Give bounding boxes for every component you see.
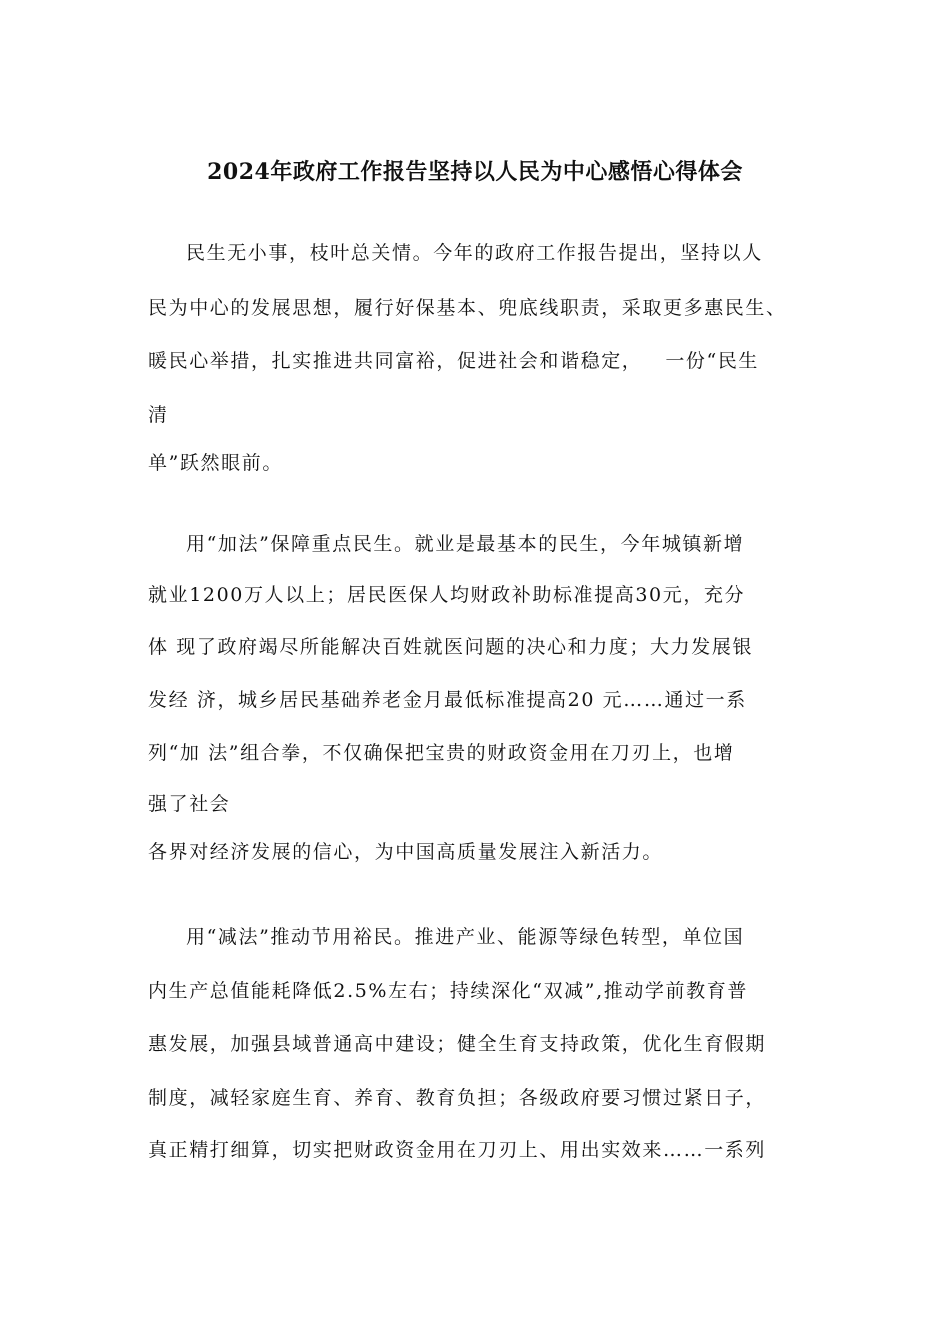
paragraph-1-line-2: 民为中心的发展思想，履行好保基本、兜底线职责，采取更多惠民生、 bbox=[148, 297, 787, 319]
paragraph-3-line-4: 制度，减轻家庭生育、养育、教育负担；各级政府要习惯过紧日子， bbox=[148, 1087, 767, 1109]
paragraph-1-line-1: 民生无小事，枝叶总关情。今年的政府工作报告提出，坚持以人 bbox=[186, 242, 763, 264]
paragraph-2-line-1: 用“加法”保障重点民生。就业是最基本的民生，今年城镇新增 bbox=[186, 533, 745, 555]
paragraph-2-line-6: 强了社会 bbox=[148, 793, 231, 815]
paragraph-1-line-3: 暖民心举措，扎实推进共同富裕，促进社会和谐稳定， 一份“民生 bbox=[148, 350, 760, 372]
paragraph-2-line-5: 列“加 法”组合拳，不仅确保把宝贵的财政资金用在刀刃上，也增 bbox=[148, 742, 735, 764]
paragraph-3-line-5: 真正精打细算，切实把财政资金用在刀刃上、用出实效来……一系列 bbox=[148, 1139, 767, 1161]
paragraph-3-line-1: 用“减法”推动节用裕民。推进产业、能源等绿色转型，单位国 bbox=[186, 926, 745, 948]
paragraph-2-line-3: 体 现了政府竭尽所能解决百姓就医问题的决心和力度；大力发展银 bbox=[148, 636, 754, 658]
document-title: 2024年政府工作报告坚持以人民为中心感悟心得体会 bbox=[207, 159, 743, 185]
paragraph-2-line-4: 发经 济，城乡居民基础养老金月最低标准提高20 元……通过一系 bbox=[148, 689, 747, 711]
paragraph-3-line-2: 内生产总值能耗降低2.5%左右；持续深化“双减”,推动学前教育普 bbox=[148, 980, 748, 1002]
paragraph-3-line-3: 惠发展，加强县域普通高中建设；健全生育支持政策，优化生育假期 bbox=[148, 1033, 767, 1055]
paragraph-2-line-2: 就业1200万人以上；居民医保人均财政补助标准提高30元，充分 bbox=[148, 584, 746, 606]
paragraph-1-line-5: 单”跃然眼前。 bbox=[148, 452, 283, 474]
paragraph-1-line-4: 清 bbox=[148, 404, 169, 426]
paragraph-2-line-7: 各界对经济发展的信心，为中国高质量发展注入新活力。 bbox=[148, 841, 664, 863]
